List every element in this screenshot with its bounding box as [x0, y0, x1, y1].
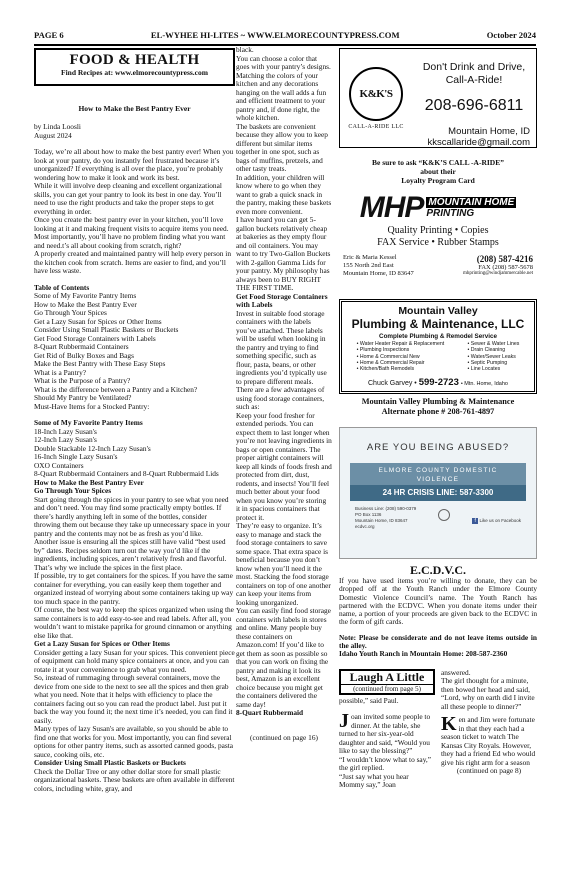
- mhp-fax: FAX (208) 587-5678: [478, 264, 533, 271]
- mv-caption1: Mountain Valley Plumbing & Maintenance: [361, 397, 515, 406]
- dv-org2: VIOLENCE: [416, 476, 460, 483]
- ecdvc-text: If you have used items you’re willing to donate, they can be dropped off at the Youth Ranch under the Elmore County Domestic Violence Council’s name. The Youth Ranch has partnered with the ECDVC. When you donate items under their name, a portion of your proceeds are given back to the ECDVC in the form of gift cards.: [339, 576, 537, 627]
- loyalty-line2: about their: [420, 167, 456, 176]
- lazy-susan-text: Consider getting a lazy Susan for your spices. This convenient piece of equipment can hold many spice containers at once, and you can rotate it at your convenience to grab what you need. So, instead of rummaging through several containers, move the device from one side to the next to see all the spices and then grab what you need. Note that it helps with efficiency to place the containers facing out so you can read the product label. Just put it back the way you found it; the next time it’s needed, you can find it easily. Many types of lazy Susan's are available, so you should be able to find one that works for you. Most importantly, you can find several options for other pantry items, such as assorted canned goods, pasta sauce, cooking oils, etc.: [34, 647, 235, 759]
- kk-city: Mountain Home, ID: [448, 126, 530, 137]
- laugh-c1-top: possible,” said Paul.: [339, 695, 399, 705]
- mv-service-right-item: • Septic Pumping: [467, 359, 508, 366]
- mv-phone: 599-2723: [418, 377, 459, 389]
- baskets-heading: Consider Using Small Plastic Baskets or Buckets: [34, 758, 186, 767]
- mv-service-left-item: • Home & Commercial Repair: [356, 359, 425, 366]
- laugh-c1-text: [339, 710, 435, 790]
- mv-service-right-item: • Water/Sewer Leaks: [467, 353, 516, 360]
- mhp-email: mhprinting@windjammercable.net: [462, 271, 533, 276]
- dv-question: ARE YOU BEING ABUSED?: [366, 442, 510, 453]
- mhp-owners: Eric & Maria Kessel: [343, 254, 397, 261]
- column-3-ads: [339, 46, 537, 790]
- baskets-text: Check the Dollar Tree or any other dollar store for small plastic organizational baskets. These baskets are often available in different colors, including white, gray, and: [34, 766, 235, 793]
- kk-logo-mark: K&K'S: [349, 67, 403, 121]
- dv-org-band: [350, 463, 526, 485]
- issue-date: October 2024: [486, 30, 536, 40]
- loyalty-line3: Loyalty Program Card: [401, 176, 475, 185]
- rubbermaid-heading: 8-Quart Rubbermaid: [236, 708, 304, 717]
- column-2: [236, 46, 332, 742]
- page-header: [34, 30, 536, 44]
- intro-text: Today, we’re all about how to make the best pantry ever! When you look at your pantry, do you instantly feel frustrated because it’s unorganized? If everything is all over the place, you’re probably wondering how to make it look and work its best. While it will involve deep cleaning and excellent organizational skills, you can get your pantry to look its best in one day. You’ll need to use the right products and take the proper steps to get everything in order. Once you create the best pantry ever in your kitchen, you’ll love looking at it and making frequent visits to acquire items you need. Most importantly, you’ll have no problem finding what you want and need.t’s all about cooking from scratch, right? A properly created and maintained pantry will help every person in the kitchen cook from scratch. Items are easier to find, and you’ll have less waste.: [34, 147, 234, 275]
- byline: by Linda Loosli: [34, 122, 81, 131]
- lazy-susan-heading: Get a Lazy Susan for Spices or Other Items: [34, 639, 170, 648]
- mhp-addr1: 155 North 2nd East: [343, 262, 394, 269]
- storage-heading: Get Food Storage Containers with Labels: [236, 291, 328, 309]
- section-subtitle: Find Recipes at: www.elmorecountypress.com: [61, 68, 208, 77]
- mv-service-left-item: • Home & Commercial New: [356, 353, 420, 360]
- col2-text-a: black. You can choose a color that goes with your pantry’s designs. Matching the colors of your kitchen and any decorations hanging on the wall adds a fun and efficient treatment to your pantry and, if done right, the whole kitchen. The baskets are convenient because they allow you to keep different but similar items together in one spot, such as bags of muffins, pretzels, and other tasty treats. In addition, your children will know where to go when they want to grab a quick snack in the pantry, making these baskets even more convenient. I have heard you can get 5-gallon buckets relatively cheap at bakeries as they empty flour and oil containers. You may want to try Two-Gallon Buckets with 2-gallon Gamma Lids for your pantry. My philosophy has always been to BUY RIGHT THE FIRST TIME.: [236, 45, 332, 292]
- dv-biz4: ecdvc.org: [354, 524, 375, 529]
- toc-heading: Table of Contents: [34, 282, 90, 292]
- loyalty-line1: Be sure to ask “K&K’S CALL -A-RIDE”: [372, 158, 504, 167]
- ecdvc-title: E.C.D.V.C.: [409, 563, 467, 577]
- col2-text-b: Invest in suitable food storage containers with the labels you’ve attached. These labels will be useful when looking in the pantry and trying to find something specific, such as flour, pasta, beans, or other ingredients you’d typically use to prepare different meals. There are a few advantages of using food storage containers, such as: Keep your food fresher for extended periods. You can expect them to last longer when you’re not leaving ingredients in bags or open containers. The proper airtight containers will keep all kinds of foods fresh and protected from dirt, dust, rodents, and insects! You’ll feel much better about your food when you know you’re storing it in spacious containers that protect it. They’re easy to organize. It’s easy to manage and stack the food storage containers to save some space. That extra space is beneficial because you don’t know when you’ll need it the most. Stacking the food storage containers on top of one another can keep your items from looking unorganized. You can easily find food storage containers with labels in stores and online. Many people buy these containers on Amazon.com! If you’d like to get them as soon as possible so that you can work on fixing the pantry and making it look its best, Amazon is an excellent choice because you might get the containers delivered the same day!: [236, 308, 332, 709]
- toc-list: Some of My Favorite Pantry Items How to Make the Best Pantry Ever Go Through Your Spices Get a Lazy Susan for Spices or Other Items Consider Using Small Plastic Baskets or Buckets Get Food Storage Containers with Labels 8-Quart Rubbermaid Containers Get Rid of Bulky Boxes and Bags Make the Best Pantry with These Easy Steps What is a Pantry? What is the Purpose of a Pantry? What is the difference between a Pantry and a Kitchen? Should My Pantry be Ventilated? Must-Have Items for a Stocked Pantry:: [34, 291, 198, 411]
- mhp-printing-ad: [339, 193, 537, 293]
- mhp-name2: PRINTING: [426, 208, 475, 219]
- laugh-c1-body: oan invited some people to dinner. At the table, she turned to her six-year-old daughter and said, “Would you like to say the blessing?” “I wouldn’t know what to say,” the girl replied. “Just say what you hear Mommy say,” Joan: [339, 712, 431, 790]
- mv-city: • Mtn. Home, Idaho: [460, 381, 508, 388]
- ecdvc-note: Note: Please be considerate and do not leave items outside in the alley.: [339, 632, 537, 651]
- dv-biz3: Mountain Home, ID 83647: [354, 518, 408, 523]
- article-title: How to Make the Best Pantry Ever: [78, 104, 191, 113]
- kk-logo: [340, 49, 412, 147]
- domestic-violence-ad: [339, 427, 537, 559]
- mv-service-right-item: • Line Locates: [467, 366, 501, 373]
- kk-line2: Call-A-Ride!: [445, 74, 503, 86]
- kk-line1: Don't Drink and Drive,: [422, 61, 526, 73]
- mv-service-left-item: • Water Heater Repair & Replacement: [356, 341, 445, 347]
- laugh-section: [339, 669, 537, 790]
- section-title: FOOD & HEALTH: [69, 52, 200, 68]
- mv-name2: Plumbing & Maintenance, LLC: [351, 317, 525, 331]
- ecdvc-youth-ranch: Idaho Youth Ranch in Mountain Home: 208-587-2360: [339, 649, 508, 659]
- kk-logo-sub: CALL-A-RIDE LLC: [348, 123, 404, 130]
- favorites-list: 18-Inch Lazy Susan's 12-Inch Lazy Susan's Double Stackable 12-Inch Lazy Susan's 16-Inch Single Lazy Susan's OXO Containers 8-Quart Rubbermaid Containers and 8-Quart Rubbermaid Lids: [34, 426, 219, 478]
- kk-email: kkscallaride@gmail.com: [427, 137, 530, 148]
- drop-cap-k: K: [441, 713, 457, 736]
- drop-cap-j: J: [339, 710, 349, 733]
- mhp-phone: (208) 587-4216: [476, 254, 533, 264]
- article-date: August 2024: [34, 130, 72, 140]
- mhp-name1: MOUNTAIN HOME: [428, 197, 515, 208]
- kk-phone: 208-696-6811: [424, 97, 524, 114]
- mv-service-right-item: • Drain Cleaning: [467, 347, 506, 354]
- mhp-addr2: Mountain Home, ID 83647: [343, 270, 414, 277]
- facebook-icon: f: [472, 518, 478, 524]
- loyalty-note: [339, 158, 537, 185]
- mhp-svc2: FAX Service • Rubber Stamps: [377, 237, 499, 248]
- laugh-box: [339, 669, 435, 695]
- dv-facebook: Like us on Facebook: [479, 518, 522, 523]
- mv-name1: Mountain Valley: [398, 305, 478, 317]
- paper-name: EL-WYHEE HI-LITES ~ WWW.ELMORECOUNTYPRESS.COM: [150, 30, 400, 40]
- mv-caption2: Alternate phone # 208-761-4897: [381, 407, 495, 416]
- food-health-banner: [34, 48, 235, 86]
- mountain-valley-plumbing-ad: [339, 299, 537, 394]
- dv-biz2: PO Box 1136: [354, 512, 382, 517]
- mv-caption: [339, 397, 537, 417]
- best-pantry-heading: How to Make the Best Pantry Ever: [34, 477, 144, 487]
- mv-service-right-item: • Sewer & Water Lines: [467, 341, 520, 347]
- laugh-title: Laugh A Little: [349, 669, 425, 684]
- laugh-continued: (continued on page 8): [456, 766, 522, 776]
- dv-org1: ELMORE COUNTY DOMESTIC: [378, 467, 498, 474]
- mhp-logo: MHP: [359, 191, 424, 224]
- column-1: [34, 48, 235, 793]
- spices-heading: Go Through Your Spices: [34, 486, 112, 495]
- heart-logo-icon: [438, 509, 450, 521]
- laugh-sub: (continued from page 5): [341, 684, 433, 693]
- mhp-svc1: Quality Printing • Copies: [387, 225, 489, 236]
- page-number: PAGE 6: [34, 30, 64, 40]
- mhp-services: [339, 225, 537, 249]
- dv-hotline: 24 HR CRISIS LINE: 587-3300: [350, 485, 526, 501]
- favorites-heading: Some of My Favorite Pantry Items: [34, 418, 143, 427]
- kk-call-a-ride-ad: [339, 48, 537, 148]
- mv-services-right: [468, 341, 520, 372]
- continued-note: (continued on page 16): [250, 732, 318, 742]
- laugh-c2-text: [441, 713, 537, 767]
- dv-biz1: Business Line: (208) 590-0379: [354, 506, 417, 511]
- laugh-c2-body: en and Jim were fortunate in that they each had a season ticket to watch The Kansas City Royals. However, they had a friend Ed who would give his right arm for a season: [441, 715, 536, 767]
- laugh-c2-top: answered. The girl thought for a minute, then bowed her head and said, “Lord, why on earth did I invite all these people to dinner?”: [441, 667, 535, 711]
- mv-tagline: Complete Plumbing & Remodel Service: [379, 333, 497, 340]
- mv-services-left: [357, 341, 445, 372]
- mv-service-left-item: • Plumbing Inspections: [356, 347, 410, 354]
- mv-service-left-item: • Kitchen/Bath Remodels: [356, 366, 415, 373]
- spices-text: Start going through the spices in your pantry to see what you need and don’t need. You may find some practically empty bottles. If there’s hardly anything left in some of the bottles, consider throwing them out because they take up unnecessary space in your pantry and the contents may not be as fresh as you’d like. Another issue is ensuring all the spices still have valid “best used by” dates. Recipes seldom turn out the way you’d like if the ingredients, including spices, aren’t relatively fresh and flavorful. That’s why we include the spices in the first place. If possible, try to get containers for the spices. If you have the same container for everything, you can easily keep them together and organized instead of worrying about some containers taking up way too much space in the pantry. Of course, the best way to keep the spices organized when using the same containers is to add easy-to-see and read labels. After all, you wouldn’t want to mistake paprika for ground cinnamon or anything else like that.: [34, 494, 234, 640]
- mv-contact: Chuck Garvey •: [368, 380, 417, 388]
